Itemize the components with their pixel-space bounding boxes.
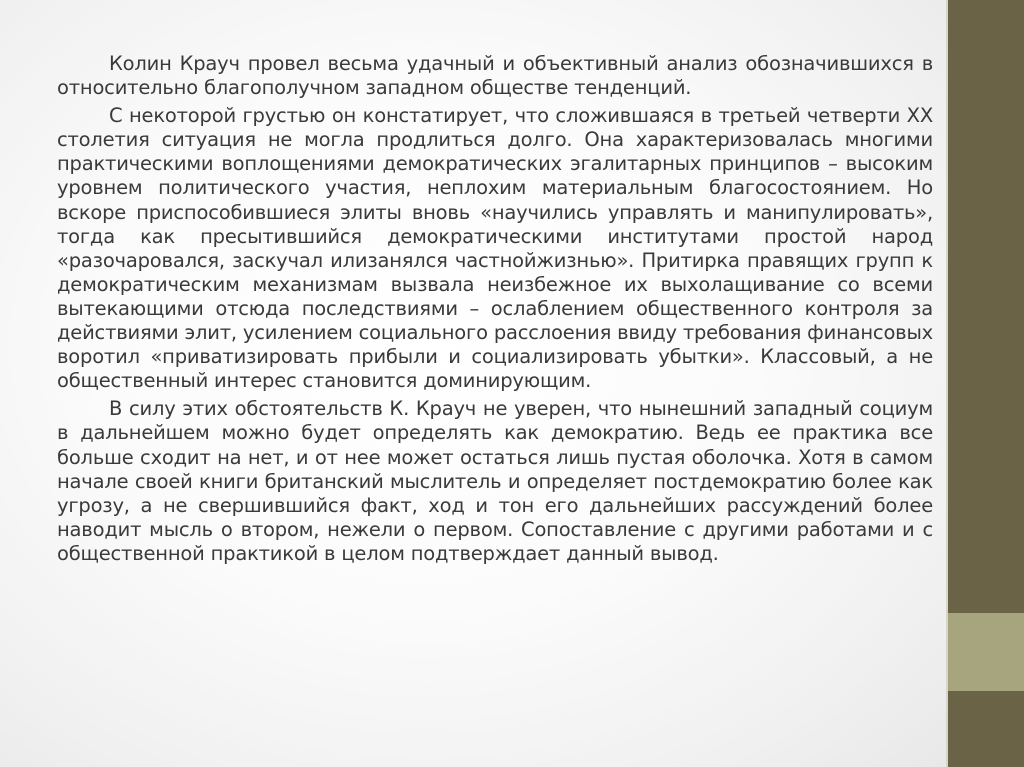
paragraph-main: С некоторой грустью он констатирует, что сложившаяся в третьей четверти XX столетия ситуация не могла продлиться долго. Она характеризовалась многими практическими воплощениями демократических эгалитарных принципов – высоким уровнем политического участия, неплохим материальным благосостоянием. Но вскоре приспособившиеся элиты вновь «научились управлять и манипулировать», тогда как пресытившийся демократическими институтами простой народ «разочаровался, заскучал илизанялся частнойжизнью». Притирка правящих групп к демократическим механизмам вызвала неизбежное их выхолащивание со всеми вытекающими отсюда последствиями – ослаблением общественного контроля за действиями элит, усилением социального расслоения ввиду требования финансовых воротил «приватизировать прибыли и социализировать убытки». Классовый, а не общественный интерес становится доминирующим. xyxy=(57,104,933,393)
paragraph-intro: Колин Крауч провел весьма удачный и объективный анализ обозначившихся в относительно благополучном западном обществе тенденций. xyxy=(57,52,933,100)
paragraph-conclusion: В силу этих обстоятельств К. Крауч не уверен, что нынешний западный социум в дальнейшем можно будет определять как демократию. Ведь ее практика все больше сходит на нет, и от нее может остаться лишь пустая оболочка. Хотя в самом начале своей книги британский мыслитель и определяет постдемократию более как угрозу, а не свершившийся факт, ход и тон его дальнейших рассуждений более наводит мысль о втором, нежели о первом. Сопоставление с другими работами и с общественной практикой в целом подтверждает данный вывод. xyxy=(57,397,933,565)
sidebar-accent-block xyxy=(948,613,1024,691)
text-body xyxy=(57,52,933,566)
